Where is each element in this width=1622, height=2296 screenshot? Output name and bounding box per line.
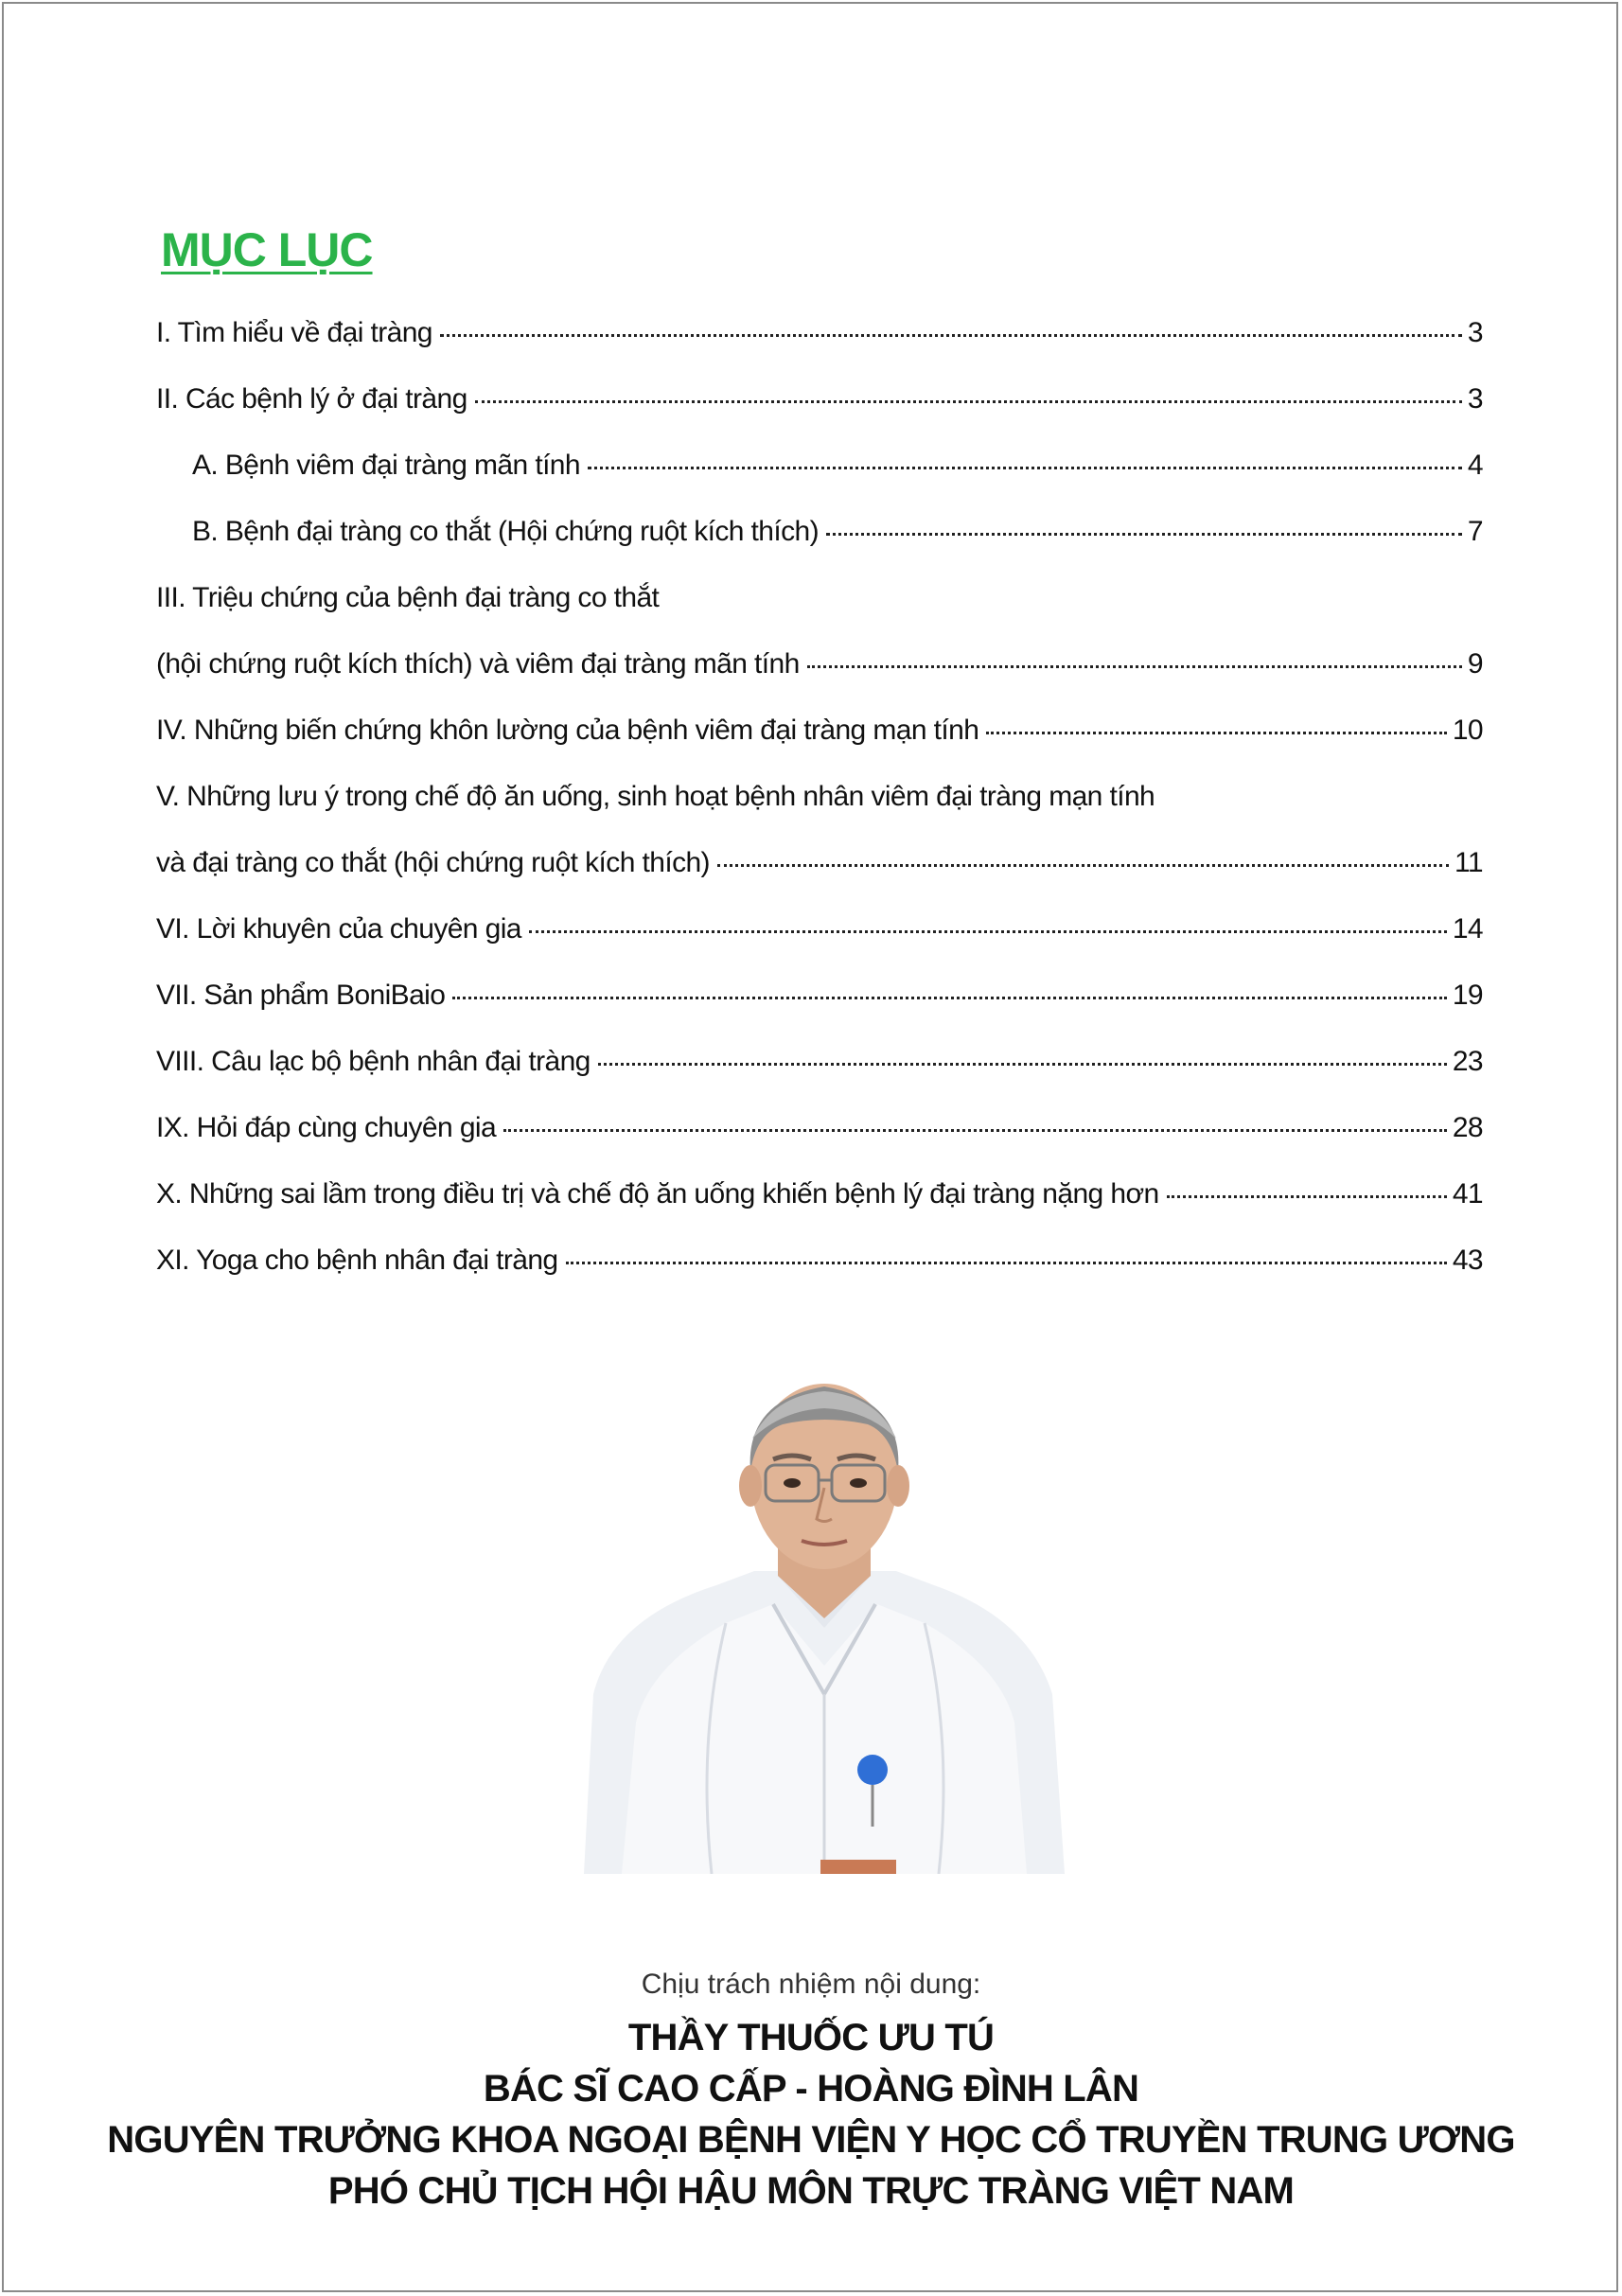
dot-leader	[452, 997, 1446, 999]
toc-entry-label: A. Bệnh viêm đại tràng mãn tính	[192, 450, 580, 481]
toc-subentry[interactable]	[156, 450, 1483, 516]
toc-entry-continuation[interactable]	[156, 648, 1483, 715]
dot-leader	[598, 1063, 1447, 1066]
toc-entry[interactable]	[156, 913, 1483, 980]
toc-entry-label: VIII. Câu lạc bộ bệnh nhân đại tràng	[156, 1046, 591, 1077]
toc-title: MỤC LỤC	[161, 223, 373, 276]
dot-leader	[475, 400, 1462, 403]
toc-entry[interactable]	[156, 715, 1483, 781]
toc-entry-page: 4	[1467, 450, 1483, 481]
dot-leader	[826, 533, 1462, 536]
dot-leader	[588, 467, 1462, 469]
credits-line: PHÓ CHỦ TỊCH HỘI HẬU MÔN TRỰC TRÀNG VIỆT NAM	[327, 2170, 1295, 2212]
credits-line: NGUYÊN TRƯỞNG KHOA NGOẠI BỆNH VIỆN Y HỌC CỔ TRUYỀN TRUNG ƯƠNG	[107, 2119, 1515, 2161]
toc-entry-page: 14	[1452, 913, 1483, 945]
toc-entry-page: 7	[1467, 516, 1483, 547]
credits-line: BÁC SĨ CAO CẤP - HOÀNG ĐÌNH LÂN	[483, 2068, 1139, 2110]
dot-leader	[440, 334, 1462, 337]
toc-entry[interactable]	[156, 1178, 1483, 1245]
dot-leader	[717, 864, 1449, 867]
toc-entry[interactable]	[156, 781, 1483, 847]
toc-entry[interactable]	[156, 980, 1483, 1046]
credits-line: THẦY THUỐC ƯU TÚ	[627, 2017, 995, 2058]
toc-entry-label: VI. Lời khuyên của chuyên gia	[156, 913, 521, 945]
toc-entry[interactable]	[156, 1245, 1483, 1311]
toc-entry[interactable]	[156, 582, 1483, 648]
toc-entry-page: 19	[1452, 980, 1483, 1011]
dot-leader	[807, 665, 1462, 668]
table-of-contents	[156, 317, 1483, 1311]
toc-entry-page: 10	[1452, 715, 1483, 746]
toc-entry-page: 43	[1452, 1245, 1483, 1276]
toc-entry-page: 41	[1452, 1178, 1483, 1210]
credits-block	[0, 1969, 1622, 2217]
toc-entry-label: IX. Hỏi đáp cùng chuyên gia	[156, 1112, 497, 1143]
toc-entry[interactable]	[156, 383, 1483, 450]
doctor-portrait	[584, 1382, 1065, 1874]
toc-entry-continuation[interactable]	[156, 847, 1483, 913]
toc-entry-page: 11	[1455, 847, 1483, 878]
credits-caption: Chịu trách nhiệm nội dung:	[641, 1969, 981, 2000]
toc-entry-label: XI. Yoga cho bệnh nhân đại tràng	[156, 1245, 558, 1276]
toc-entry-label: III. Triệu chứng của bệnh đại tràng co thắt	[156, 582, 660, 613]
toc-entry-label: II. Các bệnh lý ở đại tràng	[156, 383, 467, 415]
toc-entry-page: 23	[1452, 1046, 1483, 1077]
toc-entry-page: 3	[1467, 383, 1483, 415]
toc-entry-page: 3	[1467, 317, 1483, 348]
dot-leader	[503, 1129, 1447, 1132]
toc-entry-label: VII. Sản phẩm BoniBaio	[156, 980, 446, 1011]
toc-entry-label: I. Tìm hiểu về đại tràng	[156, 317, 432, 348]
dot-leader	[566, 1262, 1447, 1264]
toc-entry[interactable]	[156, 1112, 1483, 1178]
toc-subentry[interactable]	[156, 516, 1483, 582]
dot-leader	[986, 732, 1447, 734]
toc-entry-label: (hội chứng ruột kích thích) và viêm đại tràng mãn tính	[156, 648, 800, 680]
toc-entry-label: X. Những sai lầm trong điều trị và chế độ ăn uống khiến bệnh lý đại tràng nặng hơn	[156, 1178, 1159, 1210]
toc-entry-label: V. Những lưu ý trong chế độ ăn uống, sinh hoạt bệnh nhân viêm đại tràng mạn tính	[156, 781, 1155, 812]
toc-entry-label: B. Bệnh đại tràng co thắt (Hội chứng ruột kích thích)	[192, 516, 819, 547]
dot-leader	[529, 930, 1447, 933]
dot-leader	[1167, 1195, 1447, 1198]
toc-entry[interactable]	[156, 317, 1483, 383]
toc-entry[interactable]	[156, 1046, 1483, 1112]
toc-entry-page: 28	[1452, 1112, 1483, 1143]
toc-entry-label: IV. Những biến chứng khôn lường của bệnh viêm đại tràng mạn tính	[156, 715, 979, 746]
toc-entry-label: và đại tràng co thắt (hội chứng ruột kích thích)	[156, 847, 710, 878]
toc-entry-page: 9	[1467, 648, 1483, 680]
